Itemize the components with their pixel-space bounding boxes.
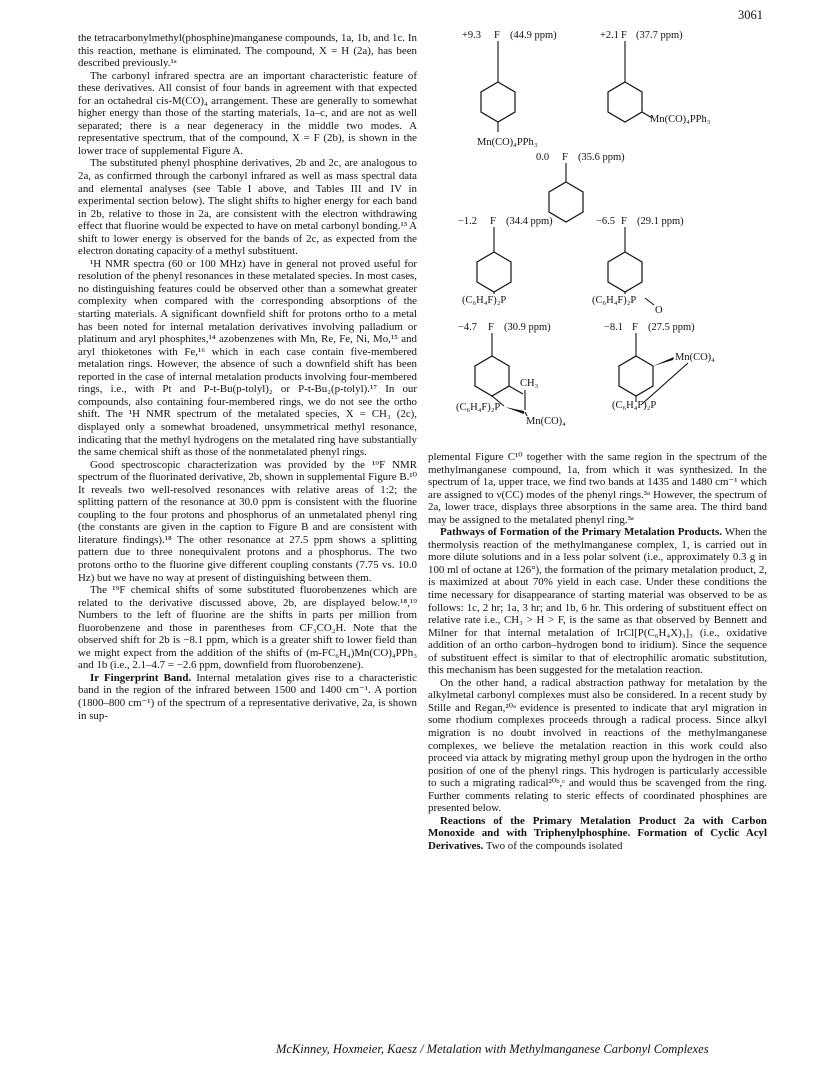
- shift-label: −6.5: [596, 216, 616, 227]
- paragraph: [428, 815, 767, 853]
- paragraph: [78, 32, 417, 70]
- paragraph: [428, 677, 767, 815]
- section-heading: Reactions of the Primary Metalation Product 2a with Carbon Monoxide and with Triphenylphosphine. Formation of Cyclic Acyl Derivatives.: [428, 814, 767, 852]
- fluorine-atom: F: [621, 216, 627, 227]
- metal-label: Mn(CO)₄: [526, 416, 566, 427]
- fluorobenzene-shift-figure: [428, 26, 768, 446]
- substituent-label: Mn(CO)₄PPh₃: [477, 137, 538, 148]
- substituent-label: Mn(CO)₄PPh₃: [650, 114, 711, 125]
- structure-phosphine-oxide: [592, 216, 684, 316]
- section-heading: Pathways of Formation of the Primary Metalation Products.: [440, 526, 722, 539]
- metal-label: Mn(CO)₄: [675, 352, 715, 363]
- reference-shift: (29.1 ppm): [637, 216, 684, 227]
- paragraph-text: The ¹⁹F chemical shifts of some substituted fluorobenzenes which are related to the derivative discussed above, 2b, are displayed below.¹⁸,¹⁹ Numbers to the left of fluorine are the shifts in parts per million from fluorobenzene and those in parentheses from CF₃CO₂H. Note that the observed shift for 2b is −8.1 ppm, which is a greater shift to lower field than we might expect from the addition of the shifts of (m-FC₆H₄)Mn(CO)₄PPh₃ and 1b (i.e., 2.1–4.7 = −2.6 ppm, downfield from fluorobenzene).: [78, 584, 417, 672]
- left-column: [78, 32, 417, 722]
- shift-label: 0.0: [536, 152, 550, 163]
- structure-para-phosphine: [458, 216, 553, 306]
- fluorine-atom: F: [632, 322, 638, 333]
- fluorine-atom: F: [490, 216, 496, 227]
- paragraph-text: Internal metalation gives rise to a characteristic band in the region of the infrared between 1500 and 1400 cm⁻¹. A portion (1800–800 cm⁻¹) of the spectrum of a representative derivative, 2a, is shown in sup-: [78, 671, 417, 722]
- methyl-label: CH₃: [520, 378, 539, 389]
- shift-label: −4.7: [458, 322, 478, 333]
- page-number: 3061: [738, 8, 763, 22]
- reference-shift: (30.9 ppm): [504, 322, 551, 333]
- paragraph: [78, 70, 417, 158]
- fluorine-atom: F: [562, 152, 568, 163]
- paragraph-text: plemental Figure C¹⁰ together with the same region in the spectrum of the methylmanganese compound, 1a, from which it was synthesized. In the spectrum of 1a, upper trace, we find two bands at 1435 and 1480 cm⁻¹ which are assigned to ν(CC) modes of the phenyl rings.³ᵃ However, the spectrum of 2a, lower trace, displays three absorptions in the same area. The third band may be assigned to the metalated phenyl ring.³ᵃ: [428, 451, 767, 526]
- paragraph-text: On the other hand, a radical abstraction pathway for metalation by the alkylmetal carbonyl complexes must also be considered. In a recent study by Stille and Regan,²⁰ᵃ evidence is presented to indicate that aryl migration in some rhodium complexes proceeds through a radical process. Since alkyl migration is no doubt involved in reactions of the methylmanganese complexes, we believe the metalation reaction in this work could also proceed via attack by migrating methyl group upon the hydrogen in the ortho position of one of the phenyl rings. This hydrogen is particularly accessible to such a migrating radical²⁰ᵇ,ᶜ and would thus be scavenged from the ring. Further comments relating to steric effects of coordinated phosphines are presented below.: [428, 676, 767, 815]
- reference-shift: (35.6 ppm): [578, 152, 625, 163]
- fluorine-atom: F: [488, 322, 494, 333]
- paragraph: [78, 157, 417, 257]
- paragraph-text: Good spectroscopic characterization was provided by the ¹⁹F NMR spectrum of the fluorinated derivative, 2b, shown in supplemental Figure B.¹⁰ It reveals two well-resolved resonances with relative areas of 1:2; the splitting pattern of the resonance at 30.0 ppm is consistent with the fluorine coupling to the four protons and phosphorus of an unmetalated phenyl ring (the constants are given in the caption to Figure B and are consistent with literature findings).¹⁸ The other resonance at 27.5 ppm shows a splitting pattern due to three nonequivalent protons and a phosphorus. The two protons ortho to the fluorine give different coupling constants (7.75 vs. 10.0 Hz) but we have no way at present of distinguishing between them.: [78, 458, 417, 584]
- structure-fluorobenzene: [536, 152, 625, 222]
- paragraph-text: The substituted phenyl phosphine derivatives, 2b and 2c, are analogous to 2a, as confirmed through the carbonyl infrared as well as mass spectral data and elemental analyses (see Table I above, and Tables III and IV in experimental section below). The slight shifts to higher energy for each band in 2b, relative to those in 2a, are consistent with the electron withdrawing effect that fluorine would be expected to have on metal carbonyl bonding.¹³ A shift to lower energy is observed for the bands of 2c, as expected from the electron donating capacity of a methyl substituent.: [78, 157, 417, 258]
- paragraph: [428, 451, 767, 526]
- structure-metalated-methyl: [456, 322, 566, 427]
- right-column: [428, 451, 767, 853]
- structure-meta-mn: [600, 30, 711, 125]
- section-heading: Ir Fingerprint Band.: [90, 671, 192, 684]
- paragraph: [78, 584, 417, 672]
- substituent-label: (C₆H₄F)₂P: [612, 400, 657, 411]
- paragraph: [78, 258, 417, 459]
- page-footer: McKinney, Hoxmeier, Kaesz / Metalation with Methylmanganese Carbonyl Complexes: [276, 1042, 709, 1056]
- shift-label: +9.3: [462, 30, 482, 41]
- substituent-label: (C₆H₄F)₂P: [462, 295, 507, 306]
- reference-shift: (44.9 ppm): [510, 30, 557, 41]
- paragraph: [78, 672, 417, 722]
- reference-shift: (27.5 ppm): [648, 322, 695, 333]
- substituent-label: (C₆H₄F)₂P: [456, 402, 501, 413]
- paragraph-text: The carbonyl infrared spectra are an important characteristic feature of these derivatives. All consist of four bands in agreement with that expected for an octahedral cis-M(CO)₄ arrangement. These are generally to somewhat higher energy than those of the starting materials, 1a–c, and are not as well separated; there is a near degeneracy in the middle two modes. A representative spectrum, that of the compound, X = F (2b), is shown in the lower trace of supplemental Figure A.: [78, 69, 417, 157]
- paragraph-text: the tetracarbonylmethyl(phosphine)manganese compounds, 1a, 1b, and 1c. In this reaction, methane is eliminated. The compound, X = H (2a), has been described previously.¹ᵃ: [78, 32, 417, 70]
- reference-shift: (34.4 ppm): [506, 216, 553, 227]
- fluorine-atom: F: [494, 30, 500, 41]
- paragraph-text: Two of the compounds isolated: [483, 839, 623, 852]
- structure-para-mn: [462, 30, 557, 148]
- paragraph-text: ¹H NMR spectra (60 or 100 MHz) have in general not proved useful for resolution of the phenyl resonances in these metalated species. In most cases, no distinguishing features could be observed other than a somewhat greater complexity when compared with the corresponding absorptions of the starting materials. A significant downfield shift for protons ortho to a metal has been noted for internal metalation derivatives involving palladium or platinum and aryl phosphites,¹⁴ azobenzenes with Mn, Re, Fe, Ni, Mo,¹⁵ and aryl thioketones with Fe,¹⁶ which in each case contain five-membered metalation rings. However, the absence of such a downfield shift has been reported in the case of internal metalation products involving four-membered rings, i.e., with Pt and P-t-Bu(p-tolyl)₂ or P-t-Bu₂(p-tolyl).¹⁷ In our compounds, also containing four-membered rings, we do not see the ortho shift. The ¹H NMR spectrum of the metalated species, X = CH₃ (2c), displayed only a somewhat broadened, unsymmetrical methyl resonance, indicating that the methyl hydrogens on the metalated ring have substantially the same chemical shift as those of the nonmetalated phenyl rings.: [78, 257, 417, 459]
- shift-label: +2.1: [600, 30, 620, 41]
- structure-metalated: [604, 322, 715, 411]
- substituent-label: (C₆H₄F)₂P: [592, 295, 637, 306]
- paragraph-text: When the thermolysis reaction of the methylmanganese complex, 1, is carried out in more dilute solutions and in a less polar solvent (i.e., approximately 0.3 g in 100 ml of octane at 126°), the formation of the primary metalation product, 2, is maximized at about 70% yield in each case. Under these conditions the time necessary for disappearance of starting material was observed to be as follows: 1c, 2 hr; 1a, 3 hr; and 1b, 6 hr. This ordering of substituent effect on relative rate i.e., CH₃ > H > F, is the same as that observed by Bennett and Milner for that internal metalation of IrCl[P(C₆H₄X)₃]₃ (i.e., oxidative addition of an ortho carbon–hydrogen bond to iridium). Since the sequence of substituent effect is similar to that of electrophilic aromatic substitution, this mechanism has been suggested for the metalation reaction.: [428, 526, 767, 677]
- oxygen-atom: O: [655, 305, 663, 316]
- paragraph: [78, 459, 417, 584]
- shift-label: −8.1: [604, 322, 624, 333]
- paragraph: [428, 526, 767, 677]
- shift-label: −1.2: [458, 216, 478, 227]
- fluorine-atom: F: [621, 30, 627, 41]
- reference-shift: (37.7 ppm): [636, 30, 683, 41]
